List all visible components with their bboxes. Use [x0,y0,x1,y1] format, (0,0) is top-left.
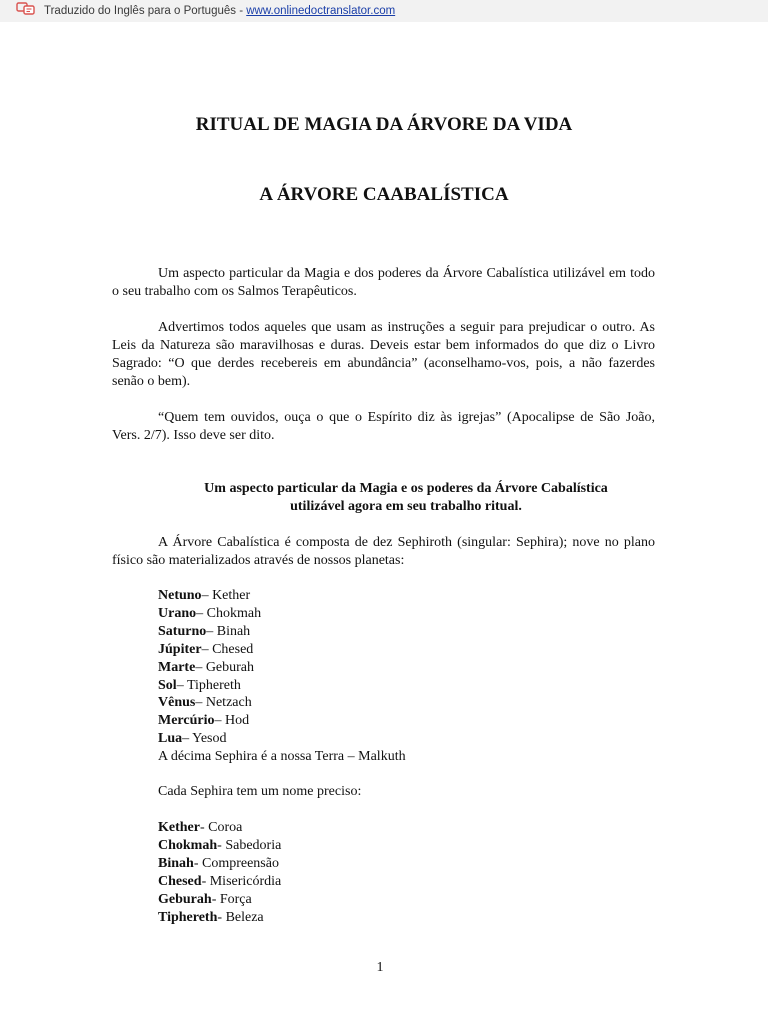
list-item: Marte– Geburah [158,659,255,675]
list-item: Kether- Coroa [158,820,243,835]
list-item: Netuno– Kether [158,588,251,603]
names-intro: Cada Sephira tem um nome preciso: [158,784,362,799]
paragraph-quote: “Quem tem ouvidos, ouça o que o Espírito diz às igrejas” (Apocalipse de São João, Vers. 2/7). Isso deve ser dito. [112,410,655,443]
list-item: Mercúrio– Hod [158,713,250,729]
list-item: Urano– Chokmah [158,605,262,621]
list-item: Saturno– Binah [158,623,251,639]
section-heading-line2: utilizável agora em seu trabalho ritual. [290,499,522,514]
translator-link[interactable]: www.onlinedoctranslator.com [246,5,396,17]
list-item: Vênus– Netzach [158,695,252,711]
list-item: Chesed- Misericórdia [158,873,282,889]
document-title: RITUAL DE MAGIA DA ÁRVORE DA VIDA [195,114,573,135]
list-item: Tiphereth- Beleza [158,909,264,925]
list-item: Sol– Tiphereth [158,677,241,693]
list-item: Lua– Yesod [158,731,227,747]
planet-list [158,587,406,766]
list-item: Chokmah- Sabedoria [158,837,282,853]
section-heading [112,480,700,516]
list-item: Júpiter– Chesed [158,641,254,657]
document-subtitle: A ÁRVORE CAABALÍSTICA [259,184,509,205]
list-item: Binah- Compreensão [158,855,279,871]
tenth-sephira-line: A décima Sephira é a nossa Terra – Malkuth [158,749,406,765]
sephira-names-list [158,819,281,926]
banner-label: Traduzido do Inglês para o Português - [44,5,247,17]
paragraph-warning: Advertimos todos aqueles que usam as instruções a seguir para prejudicar o outro. As Leis da Natureza são maravilhosas e duras. Deveis estar bem informados do que diz o Livro Sagrado: “O que derdes recebereis em abundância” (aconselhamo-vos, pois, a não fazerdes senão o bem). [112,320,655,389]
section-heading-line1: Um aspecto particular da Magia e os poderes da Árvore Cabalística [204,481,608,496]
page-number: 1 [376,960,384,975]
list-item: Geburah- Força [158,891,252,907]
paragraph-intro: Um aspecto particular da Magia e dos poderes da Árvore Cabalística utilizável em todo o seu trabalho com os Salmos Terapêuticos. [112,266,655,299]
paragraph-tree-intro: A Árvore Cabalística é composta de dez Sephiroth (singular: Sephira); nove no plano físico são materializados através de nossos planetas: [112,535,655,568]
